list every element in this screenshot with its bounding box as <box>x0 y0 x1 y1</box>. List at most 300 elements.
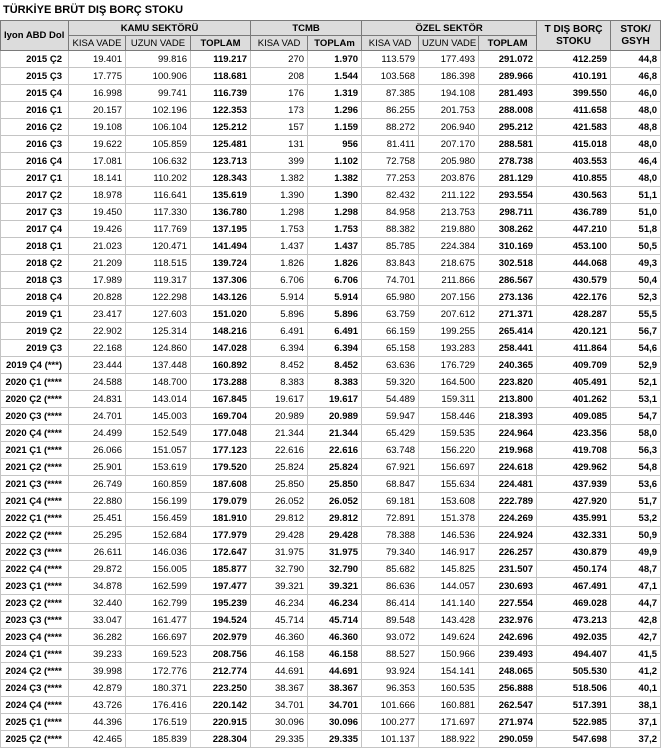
cell-total-stock: 505.530 <box>537 663 611 680</box>
cell-period: 2018 Ç3 <box>1 272 69 289</box>
cell-total-stock: 410.191 <box>537 68 611 85</box>
cell-kamu-uzun: 156.005 <box>126 561 191 578</box>
cell-period: 2020 Ç2 (**** <box>1 391 69 408</box>
cell-kamu-kisa: 19.450 <box>69 204 126 221</box>
cell-total-stock: 399.550 <box>537 85 611 102</box>
cell-ozel-uzun: 146.536 <box>419 527 479 544</box>
cell-kamu-kisa: 21.209 <box>69 255 126 272</box>
cell-total-stock: 517.391 <box>537 697 611 714</box>
cell-stock-gdp-ratio: 49,9 <box>611 544 661 561</box>
cell-kamu-toplam: 202.979 <box>191 629 251 646</box>
cell-kamu-kisa: 23.444 <box>69 357 126 374</box>
cell-period: 2015 Ç4 <box>1 85 69 102</box>
cell-tcmb-kisa: 29.428 <box>251 527 308 544</box>
cell-period: 2017 Ç2 <box>1 187 69 204</box>
cell-kamu-kisa: 18.141 <box>69 170 126 187</box>
cell-period: 2018 Ç2 <box>1 255 69 272</box>
cell-ozel-kisa: 65.429 <box>362 425 419 442</box>
cell-kamu-uzun: 116.641 <box>126 187 191 204</box>
cell-total-stock: 420.121 <box>537 323 611 340</box>
cell-total-stock: 437.939 <box>537 476 611 493</box>
table-row <box>1 357 661 374</box>
cell-tcmb-kisa: 399 <box>251 153 308 170</box>
cell-ozel-uzun: 205.980 <box>419 153 479 170</box>
cell-kamu-uzun: 122.298 <box>126 289 191 306</box>
cell-tcmb-kisa: 46.360 <box>251 629 308 646</box>
cell-total-stock: 518.506 <box>537 680 611 697</box>
cell-tcmb-kisa: 173 <box>251 102 308 119</box>
cell-ozel-kisa: 65.980 <box>362 289 419 306</box>
cell-total-stock: 467.491 <box>537 578 611 595</box>
cell-tcmb-kisa: 208 <box>251 68 308 85</box>
cell-ozel-uzun: 145.825 <box>419 561 479 578</box>
cell-period: 2022 Ç3 (**** <box>1 544 69 561</box>
cell-kamu-uzun: 117.330 <box>126 204 191 221</box>
cell-tcmb-toplam: 1.826 <box>308 255 362 272</box>
cell-ozel-kisa: 88.272 <box>362 119 419 136</box>
cell-ozel-uzun: 199.255 <box>419 323 479 340</box>
cell-tcmb-toplam: 34.701 <box>308 697 362 714</box>
cell-stock-gdp-ratio: 56,7 <box>611 323 661 340</box>
cell-kamu-kisa: 42.879 <box>69 680 126 697</box>
cell-kamu-uzun: 161.477 <box>126 612 191 629</box>
cell-kamu-toplam: 148.216 <box>191 323 251 340</box>
cell-period: 2016 Ç2 <box>1 119 69 136</box>
cell-total-stock: 401.262 <box>537 391 611 408</box>
cell-stock-gdp-ratio: 50,4 <box>611 272 661 289</box>
cell-total-stock: 419.708 <box>537 442 611 459</box>
cell-kamu-kisa: 42.465 <box>69 731 126 748</box>
cell-kamu-uzun: 119.317 <box>126 272 191 289</box>
cell-kamu-kisa: 24.499 <box>69 425 126 442</box>
table-row <box>1 255 661 272</box>
page-title: TÜRKİYE BRÜT DIŞ BORÇ STOKU <box>3 4 184 16</box>
cell-tcmb-toplam: 46.158 <box>308 646 362 663</box>
cell-total-stock: 447.210 <box>537 221 611 238</box>
cell-ozel-toplam: 289.966 <box>479 68 537 85</box>
cell-stock-gdp-ratio: 53,6 <box>611 476 661 493</box>
cell-tcmb-toplam: 6.706 <box>308 272 362 289</box>
cell-ozel-uzun: 207.156 <box>419 289 479 306</box>
cell-ozel-kisa: 96.353 <box>362 680 419 697</box>
cell-total-stock: 430.579 <box>537 272 611 289</box>
cell-period: 2020 Ç4 (**** <box>1 425 69 442</box>
cell-period: 2017 Ç3 <box>1 204 69 221</box>
cell-ozel-toplam: 302.518 <box>479 255 537 272</box>
header-unit: lyon ABD Dol <box>1 21 69 51</box>
cell-ozel-toplam: 218.393 <box>479 408 537 425</box>
cell-kamu-toplam: 137.195 <box>191 221 251 238</box>
cell-kamu-kisa: 17.081 <box>69 153 126 170</box>
header-ozel-kisa: KISA VAD <box>362 36 419 51</box>
cell-ozel-kisa: 101.666 <box>362 697 419 714</box>
cell-kamu-toplam: 179.520 <box>191 459 251 476</box>
cell-ozel-toplam: 239.493 <box>479 646 537 663</box>
cell-ozel-uzun: 141.140 <box>419 595 479 612</box>
cell-ozel-kisa: 54.489 <box>362 391 419 408</box>
cell-ozel-kisa: 87.385 <box>362 85 419 102</box>
cell-ozel-toplam: 298.711 <box>479 204 537 221</box>
cell-stock-gdp-ratio: 48,7 <box>611 561 661 578</box>
cell-ozel-uzun: 155.634 <box>419 476 479 493</box>
cell-kamu-kisa: 19.108 <box>69 119 126 136</box>
table-row <box>1 561 661 578</box>
cell-tcmb-toplam: 6.491 <box>308 323 362 340</box>
cell-tcmb-kisa: 6.394 <box>251 340 308 357</box>
cell-period: 2023 Ç4 (**** <box>1 629 69 646</box>
cell-ozel-uzun: 160.535 <box>419 680 479 697</box>
cell-ozel-toplam: 227.554 <box>479 595 537 612</box>
cell-kamu-toplam: 128.343 <box>191 170 251 187</box>
table-row <box>1 731 661 748</box>
cell-ozel-uzun: 211.122 <box>419 187 479 204</box>
cell-tcmb-kisa: 5.896 <box>251 306 308 323</box>
debt-stock-table <box>0 20 661 748</box>
cell-ozel-uzun: 171.697 <box>419 714 479 731</box>
cell-period: 2017 Ç4 <box>1 221 69 238</box>
cell-tcmb-kisa: 46.234 <box>251 595 308 612</box>
table-row <box>1 714 661 731</box>
cell-tcmb-kisa: 6.706 <box>251 272 308 289</box>
cell-period: 2018 Ç1 <box>1 238 69 255</box>
cell-kamu-uzun: 162.799 <box>126 595 191 612</box>
cell-tcmb-toplam: 1.102 <box>308 153 362 170</box>
cell-kamu-kisa: 26.611 <box>69 544 126 561</box>
cell-ozel-uzun: 156.697 <box>419 459 479 476</box>
cell-ozel-toplam: 281.493 <box>479 85 537 102</box>
cell-period: 2018 Ç4 <box>1 289 69 306</box>
cell-total-stock: 492.035 <box>537 629 611 646</box>
cell-kamu-uzun: 185.839 <box>126 731 191 748</box>
cell-ozel-toplam: 242.696 <box>479 629 537 646</box>
cell-ozel-uzun: 154.141 <box>419 663 479 680</box>
cell-kamu-kisa: 24.701 <box>69 408 126 425</box>
cell-period: 2023 Ç3 (**** <box>1 612 69 629</box>
cell-tcmb-toplam: 21.344 <box>308 425 362 442</box>
cell-tcmb-toplam: 1.437 <box>308 238 362 255</box>
cell-ozel-toplam: 288.008 <box>479 102 537 119</box>
header-total-line2: STOKU <box>556 35 591 47</box>
table-row <box>1 136 661 153</box>
header-tcmb-toplam: TOPLAm <box>308 36 362 51</box>
cell-period: 2020 Ç3 (**** <box>1 408 69 425</box>
cell-period: 2024 Ç3 (**** <box>1 680 69 697</box>
cell-kamu-uzun: 172.776 <box>126 663 191 680</box>
cell-kamu-uzun: 176.519 <box>126 714 191 731</box>
cell-kamu-toplam: 179.079 <box>191 493 251 510</box>
cell-tcmb-toplam: 1.319 <box>308 85 362 102</box>
cell-kamu-uzun: 143.014 <box>126 391 191 408</box>
cell-ozel-toplam: 226.257 <box>479 544 537 561</box>
cell-tcmb-kisa: 44.691 <box>251 663 308 680</box>
cell-kamu-uzun: 156.459 <box>126 510 191 527</box>
cell-stock-gdp-ratio: 50,5 <box>611 238 661 255</box>
cell-stock-gdp-ratio: 46,0 <box>611 85 661 102</box>
cell-total-stock: 429.962 <box>537 459 611 476</box>
cell-ozel-toplam: 290.059 <box>479 731 537 748</box>
cell-kamu-toplam: 160.892 <box>191 357 251 374</box>
table-row <box>1 204 661 221</box>
cell-period: 2019 Ç1 <box>1 306 69 323</box>
cell-stock-gdp-ratio: 53,2 <box>611 510 661 527</box>
cell-ozel-toplam: 224.924 <box>479 527 537 544</box>
cell-period: 2025 Ç1 (**** <box>1 714 69 731</box>
cell-period: 2024 Ç1 (**** <box>1 646 69 663</box>
cell-stock-gdp-ratio: 46,8 <box>611 68 661 85</box>
cell-kamu-uzun: 137.448 <box>126 357 191 374</box>
cell-ozel-toplam: 271.371 <box>479 306 537 323</box>
table-row <box>1 51 661 68</box>
cell-ozel-kisa: 89.548 <box>362 612 419 629</box>
cell-kamu-toplam: 169.704 <box>191 408 251 425</box>
table-row <box>1 476 661 493</box>
cell-kamu-uzun: 124.860 <box>126 340 191 357</box>
cell-kamu-kisa: 25.295 <box>69 527 126 544</box>
cell-ozel-toplam: 310.169 <box>479 238 537 255</box>
cell-kamu-toplam: 223.250 <box>191 680 251 697</box>
table-row <box>1 425 661 442</box>
cell-ozel-toplam: 295.212 <box>479 119 537 136</box>
header-ratio-line1: STOK/ <box>620 23 651 35</box>
table-row <box>1 697 661 714</box>
cell-tcmb-toplam: 29.428 <box>308 527 362 544</box>
cell-kamu-toplam: 194.524 <box>191 612 251 629</box>
cell-ozel-uzun: 159.535 <box>419 425 479 442</box>
cell-kamu-uzun: 125.314 <box>126 323 191 340</box>
cell-kamu-uzun: 152.549 <box>126 425 191 442</box>
cell-kamu-toplam: 220.142 <box>191 697 251 714</box>
cell-stock-gdp-ratio: 37,2 <box>611 731 661 748</box>
cell-ozel-toplam: 256.888 <box>479 680 537 697</box>
cell-tcmb-toplam: 1.390 <box>308 187 362 204</box>
cell-total-stock: 422.176 <box>537 289 611 306</box>
cell-kamu-uzun: 180.371 <box>126 680 191 697</box>
cell-kamu-toplam: 136.780 <box>191 204 251 221</box>
cell-ozel-uzun: 158.446 <box>419 408 479 425</box>
cell-ozel-toplam: 224.618 <box>479 459 537 476</box>
cell-ozel-kisa: 63.636 <box>362 357 419 374</box>
cell-stock-gdp-ratio: 37,1 <box>611 714 661 731</box>
cell-kamu-toplam: 116.739 <box>191 85 251 102</box>
cell-ozel-toplam: 232.976 <box>479 612 537 629</box>
cell-period: 2020 Ç1 (**** <box>1 374 69 391</box>
cell-ozel-uzun: 160.881 <box>419 697 479 714</box>
cell-ozel-uzun: 177.493 <box>419 51 479 68</box>
cell-stock-gdp-ratio: 38,1 <box>611 697 661 714</box>
cell-kamu-uzun: 102.196 <box>126 102 191 119</box>
cell-tcmb-toplam: 8.452 <box>308 357 362 374</box>
cell-ozel-toplam: 223.820 <box>479 374 537 391</box>
cell-ozel-uzun: 188.922 <box>419 731 479 748</box>
table-row <box>1 510 661 527</box>
cell-total-stock: 415.018 <box>537 136 611 153</box>
cell-tcmb-toplam: 25.850 <box>308 476 362 493</box>
cell-ozel-kisa: 63.759 <box>362 306 419 323</box>
header-ozel: ÖZEL SEKTÖR <box>362 21 537 36</box>
table-row <box>1 187 661 204</box>
cell-kamu-uzun: 127.603 <box>126 306 191 323</box>
cell-tcmb-toplam: 22.616 <box>308 442 362 459</box>
cell-ozel-kisa: 59.947 <box>362 408 419 425</box>
table-row <box>1 544 661 561</box>
cell-ozel-kisa: 101.137 <box>362 731 419 748</box>
cell-total-stock: 403.553 <box>537 153 611 170</box>
cell-stock-gdp-ratio: 51,8 <box>611 221 661 238</box>
cell-tcmb-kisa: 38.367 <box>251 680 308 697</box>
cell-kamu-uzun: 160.859 <box>126 476 191 493</box>
cell-tcmb-kisa: 157 <box>251 119 308 136</box>
cell-tcmb-kisa: 32.790 <box>251 561 308 578</box>
header-ratio-line2: GSYH <box>621 35 650 47</box>
cell-ozel-kisa: 103.568 <box>362 68 419 85</box>
cell-ozel-kisa: 66.159 <box>362 323 419 340</box>
table-row <box>1 85 661 102</box>
cell-stock-gdp-ratio: 40,1 <box>611 680 661 697</box>
cell-ozel-toplam: 248.065 <box>479 663 537 680</box>
cell-tcmb-toplam: 30.096 <box>308 714 362 731</box>
cell-ozel-uzun: 206.940 <box>419 119 479 136</box>
cell-ozel-uzun: 151.378 <box>419 510 479 527</box>
cell-kamu-toplam: 181.910 <box>191 510 251 527</box>
header-kamu-kisa: KISA VADE <box>69 36 126 51</box>
cell-tcmb-toplam: 8.383 <box>308 374 362 391</box>
cell-kamu-toplam: 228.304 <box>191 731 251 748</box>
table-row <box>1 153 661 170</box>
cell-stock-gdp-ratio: 41,5 <box>611 646 661 663</box>
table-row <box>1 374 661 391</box>
cell-ozel-kisa: 113.579 <box>362 51 419 68</box>
header-tcmb-kisa: KISA VAD <box>251 36 308 51</box>
cell-ozel-toplam: 291.072 <box>479 51 537 68</box>
cell-tcmb-toplam: 38.367 <box>308 680 362 697</box>
cell-ozel-uzun: 193.283 <box>419 340 479 357</box>
cell-stock-gdp-ratio: 46,4 <box>611 153 661 170</box>
cell-tcmb-toplam: 1.159 <box>308 119 362 136</box>
cell-kamu-uzun: 162.599 <box>126 578 191 595</box>
cell-ozel-toplam: 224.481 <box>479 476 537 493</box>
cell-tcmb-kisa: 34.701 <box>251 697 308 714</box>
cell-kamu-kisa: 43.726 <box>69 697 126 714</box>
cell-tcmb-toplam: 956 <box>308 136 362 153</box>
header-ozel-toplam: TOPLAM <box>479 36 537 51</box>
cell-stock-gdp-ratio: 55,5 <box>611 306 661 323</box>
cell-stock-gdp-ratio: 42,7 <box>611 629 661 646</box>
cell-stock-gdp-ratio: 42,8 <box>611 612 661 629</box>
cell-total-stock: 428.287 <box>537 306 611 323</box>
cell-ozel-uzun: 194.108 <box>419 85 479 102</box>
cell-ozel-kisa: 63.748 <box>362 442 419 459</box>
cell-ozel-toplam: 281.129 <box>479 170 537 187</box>
cell-ozel-uzun: 164.500 <box>419 374 479 391</box>
cell-ozel-uzun: 186.398 <box>419 68 479 85</box>
cell-kamu-kisa: 20.157 <box>69 102 126 119</box>
cell-ozel-toplam: 222.789 <box>479 493 537 510</box>
cell-ozel-kisa: 77.253 <box>362 170 419 187</box>
cell-kamu-uzun: 105.859 <box>126 136 191 153</box>
cell-tcmb-toplam: 39.321 <box>308 578 362 595</box>
cell-tcmb-toplam: 20.989 <box>308 408 362 425</box>
cell-kamu-toplam: 151.020 <box>191 306 251 323</box>
cell-tcmb-kisa: 270 <box>251 51 308 68</box>
cell-ozel-toplam: 230.693 <box>479 578 537 595</box>
cell-ozel-uzun: 143.428 <box>419 612 479 629</box>
cell-ozel-kisa: 85.682 <box>362 561 419 578</box>
cell-stock-gdp-ratio: 53,1 <box>611 391 661 408</box>
cell-ozel-kisa: 86.414 <box>362 595 419 612</box>
cell-kamu-toplam: 139.724 <box>191 255 251 272</box>
cell-ozel-kisa: 84.958 <box>362 204 419 221</box>
cell-ozel-toplam: 224.269 <box>479 510 537 527</box>
cell-tcmb-toplam: 19.617 <box>308 391 362 408</box>
header-ratio <box>611 21 661 51</box>
cell-kamu-kisa: 22.168 <box>69 340 126 357</box>
cell-stock-gdp-ratio: 58,0 <box>611 425 661 442</box>
cell-ozel-toplam: 288.581 <box>479 136 537 153</box>
cell-total-stock: 405.491 <box>537 374 611 391</box>
cell-ozel-kisa: 88.527 <box>362 646 419 663</box>
cell-kamu-kisa: 24.831 <box>69 391 126 408</box>
cell-kamu-kisa: 20.828 <box>69 289 126 306</box>
cell-total-stock: 522.985 <box>537 714 611 731</box>
cell-kamu-uzun: 152.684 <box>126 527 191 544</box>
header-kamu-toplam: TOPLAM <box>191 36 251 51</box>
cell-period: 2022 Ç4 (**** <box>1 561 69 578</box>
cell-kamu-kisa: 16.998 <box>69 85 126 102</box>
cell-ozel-kisa: 74.701 <box>362 272 419 289</box>
table-row <box>1 102 661 119</box>
table-row <box>1 595 661 612</box>
cell-ozel-uzun: 224.384 <box>419 238 479 255</box>
cell-period: 2016 Ç1 <box>1 102 69 119</box>
cell-ozel-kisa: 59.320 <box>362 374 419 391</box>
cell-period: 2021 Ç2 (**** <box>1 459 69 476</box>
cell-kamu-kisa: 34.878 <box>69 578 126 595</box>
cell-total-stock: 409.085 <box>537 408 611 425</box>
table-row <box>1 272 661 289</box>
cell-kamu-kisa: 32.440 <box>69 595 126 612</box>
cell-stock-gdp-ratio: 54,6 <box>611 340 661 357</box>
cell-ozel-toplam: 293.554 <box>479 187 537 204</box>
cell-tcmb-kisa: 1.382 <box>251 170 308 187</box>
cell-tcmb-kisa: 6.491 <box>251 323 308 340</box>
cell-ozel-uzun: 203.876 <box>419 170 479 187</box>
cell-total-stock: 430.563 <box>537 187 611 204</box>
cell-kamu-uzun: 117.769 <box>126 221 191 238</box>
cell-tcmb-toplam: 25.824 <box>308 459 362 476</box>
cell-kamu-uzun: 145.003 <box>126 408 191 425</box>
table-row <box>1 221 661 238</box>
cell-kamu-uzun: 106.632 <box>126 153 191 170</box>
cell-ozel-uzun: 153.608 <box>419 493 479 510</box>
cell-kamu-kisa: 25.451 <box>69 510 126 527</box>
table-row <box>1 306 661 323</box>
cell-kamu-toplam: 122.353 <box>191 102 251 119</box>
cell-stock-gdp-ratio: 41,2 <box>611 663 661 680</box>
cell-period: 2022 Ç1 (**** <box>1 510 69 527</box>
cell-tcmb-toplam: 1.970 <box>308 51 362 68</box>
cell-kamu-toplam: 220.915 <box>191 714 251 731</box>
cell-tcmb-kisa: 22.616 <box>251 442 308 459</box>
cell-kamu-uzun: 148.700 <box>126 374 191 391</box>
cell-ozel-uzun: 218.675 <box>419 255 479 272</box>
cell-ozel-uzun: 211.866 <box>419 272 479 289</box>
cell-kamu-toplam: 135.619 <box>191 187 251 204</box>
cell-stock-gdp-ratio: 52,9 <box>611 357 661 374</box>
cell-ozel-kisa: 81.411 <box>362 136 419 153</box>
cell-tcmb-kisa: 29.335 <box>251 731 308 748</box>
cell-tcmb-kisa: 19.617 <box>251 391 308 408</box>
table-row <box>1 629 661 646</box>
